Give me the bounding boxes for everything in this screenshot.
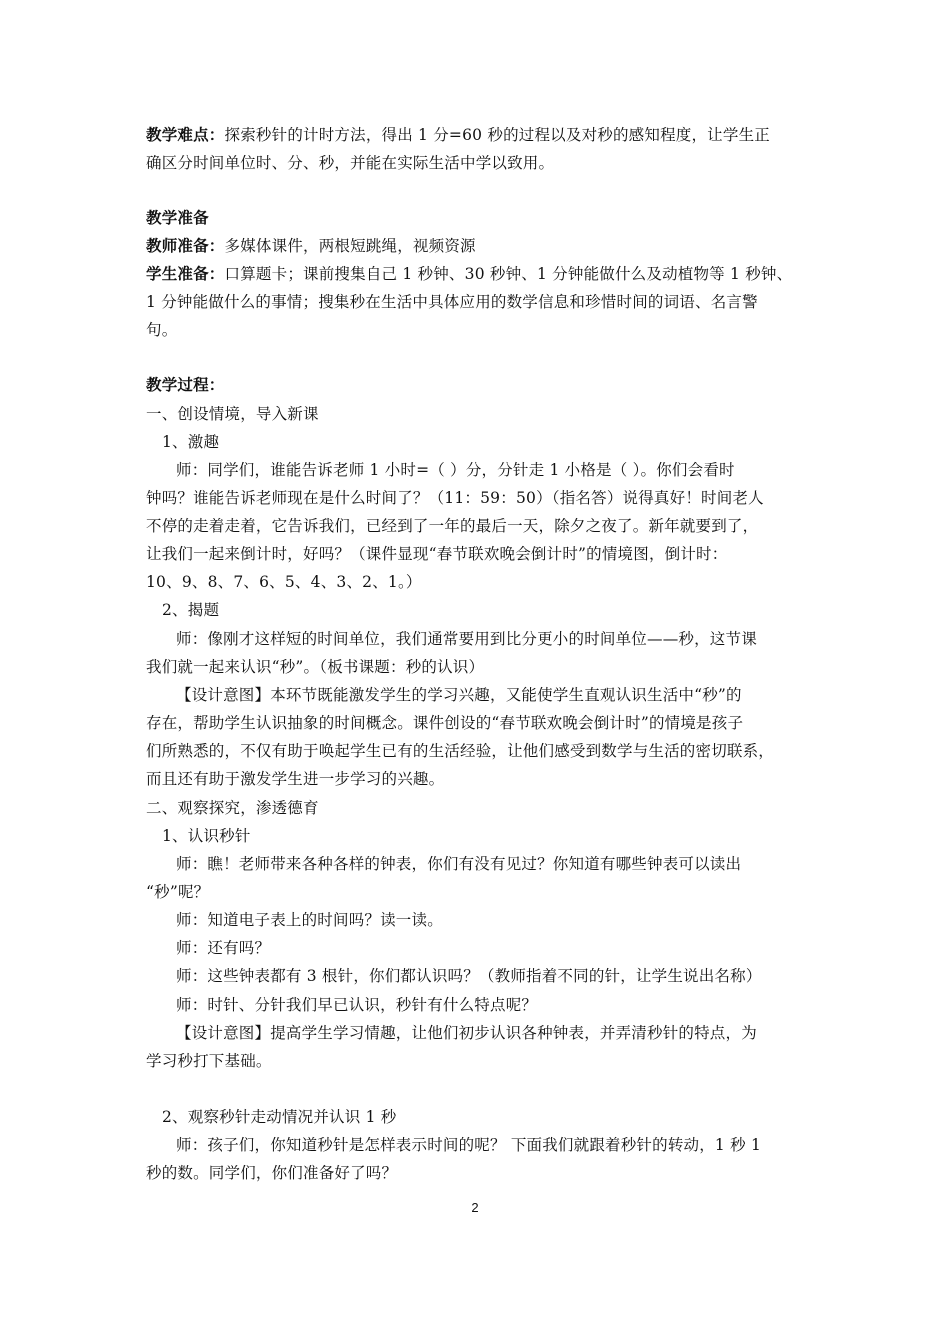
student-prep-label: 学生准备： [146, 264, 225, 283]
preparation-heading: 教学准备 [146, 208, 209, 227]
difficulty-label: 教学难点： [146, 125, 225, 144]
paragraph-line: 师：像刚才这样短的时间单位，我们通常要用到比分更小的时间单位——秒，这节课 [176, 630, 757, 648]
paragraph-line: 存在，帮助学生认识抽象的时间概念。课件创设的“春节联欢晚会倒计时”的情境是孩子 [146, 714, 744, 732]
paragraph-line: 学习秒打下基础。 [146, 1052, 272, 1070]
student-prep-line-2: 1 分钟能做什么的事情；搜集秒在生活中具体应用的数学信息和珍惜时间的词语、名言警 [146, 293, 758, 311]
section-2-1-title: 1、认识秒针 [162, 827, 251, 845]
paragraph-line: 而且还有助于激发学生进一步学习的兴趣。 [146, 770, 445, 788]
section-2-2-title: 2、观察秒针走动情况并认识 1 秒 [162, 1108, 397, 1126]
paragraph-line: 秒的数。同学们，你们准备好了吗？ [146, 1164, 398, 1182]
paragraph-line: 师：知道电子表上的时间吗？读一读。 [176, 911, 443, 929]
paragraph-line: 10、9、8、7、6、5、4、3、2、1。） [146, 573, 422, 591]
student-prep-line-3: 句。 [146, 321, 178, 339]
design-intent-2: 【设计意图】提高学生学习情趣，让他们初步认识各种钟表，并弄清秒针的特点，为 [176, 1024, 757, 1042]
section-1-1-title: 1、激趣 [162, 433, 220, 451]
paragraph-line: 不停的走着走着，它告诉我们，已经到了一年的最后一天，除夕之夜了。新年就要到了， [146, 517, 759, 535]
difficulty-line-2: 确区分时间单位时、分、秒，并能在实际生活中学以致用。 [146, 154, 555, 172]
difficulty-text: 探索秒针的计时方法，得出 1 分=60 秒的过程以及对秒的感知程度，让学生正 [224, 126, 770, 144]
paragraph-line: 师：孩子们，你知道秒针是怎样表示时间的呢？ 下面我们就跟着秒针的转动，1 秒 1 [176, 1136, 762, 1154]
paragraph-line: 钟吗？谁能告诉老师现在是什么时间了？（11：59：50）（指名答）说得真好！时间老人 [146, 489, 764, 507]
paragraph-line: 师：还有吗？ [176, 939, 271, 957]
student-prep-text: 口算题卡；课前搜集自己 1 秒钟、30 秒钟、1 分钟能做什么及动植物等 1 秒钟、 [224, 265, 793, 283]
paragraph-line: 们所熟悉的，不仅有助于唤起学生已有的生活经验，让他们感受到数学与生活的密切联系， [146, 742, 775, 760]
paragraph-line: “秒”呢？ [146, 883, 210, 901]
process-heading: 教学过程： [146, 375, 225, 394]
student-preparation [146, 264, 792, 284]
teacher-prep-text: 多媒体课件，两根短跳绳，视频资源 [224, 237, 476, 255]
teacher-prep-label: 教师准备： [146, 236, 225, 255]
paragraph-line: 师：瞧！老师带来各种各样的钟表，你们有没有见过？你知道有哪些钟表可以读出 [176, 855, 742, 873]
page-number: 2 [471, 1200, 479, 1215]
section-2-title: 二、观察探究，渗透德育 [146, 799, 319, 817]
paragraph-line: 我们就一起来认识“秒”。（板书课题：秒的认识） [146, 658, 485, 676]
paragraph-line: 师：同学们，谁能告诉老师 1 小时=（ ）分，分针走 1 小格是（ ）。你们会看时 [176, 461, 735, 479]
teacher-preparation [146, 236, 476, 256]
design-intent-1: 【设计意图】本环节既能激发学生的学习兴趣，又能使学生直观认识生活中“秒”的 [176, 686, 742, 704]
section-1-2-title: 2、揭题 [162, 601, 220, 619]
paragraph-line: 让我们一起来倒计时，好吗？（课件显现“春节联欢晚会倒计时”的情境图，倒计时： [146, 545, 728, 563]
difficulty-line-1 [146, 125, 770, 145]
paragraph-line: 师：这些钟表都有 3 根针，你们都认识吗？（教师指着不同的针，让学生说出名称） [176, 967, 762, 985]
section-1-title: 一、创设情境，导入新课 [146, 405, 319, 423]
paragraph-line: 师：时针、分针我们早已认识，秒针有什么特点呢？ [176, 996, 538, 1014]
